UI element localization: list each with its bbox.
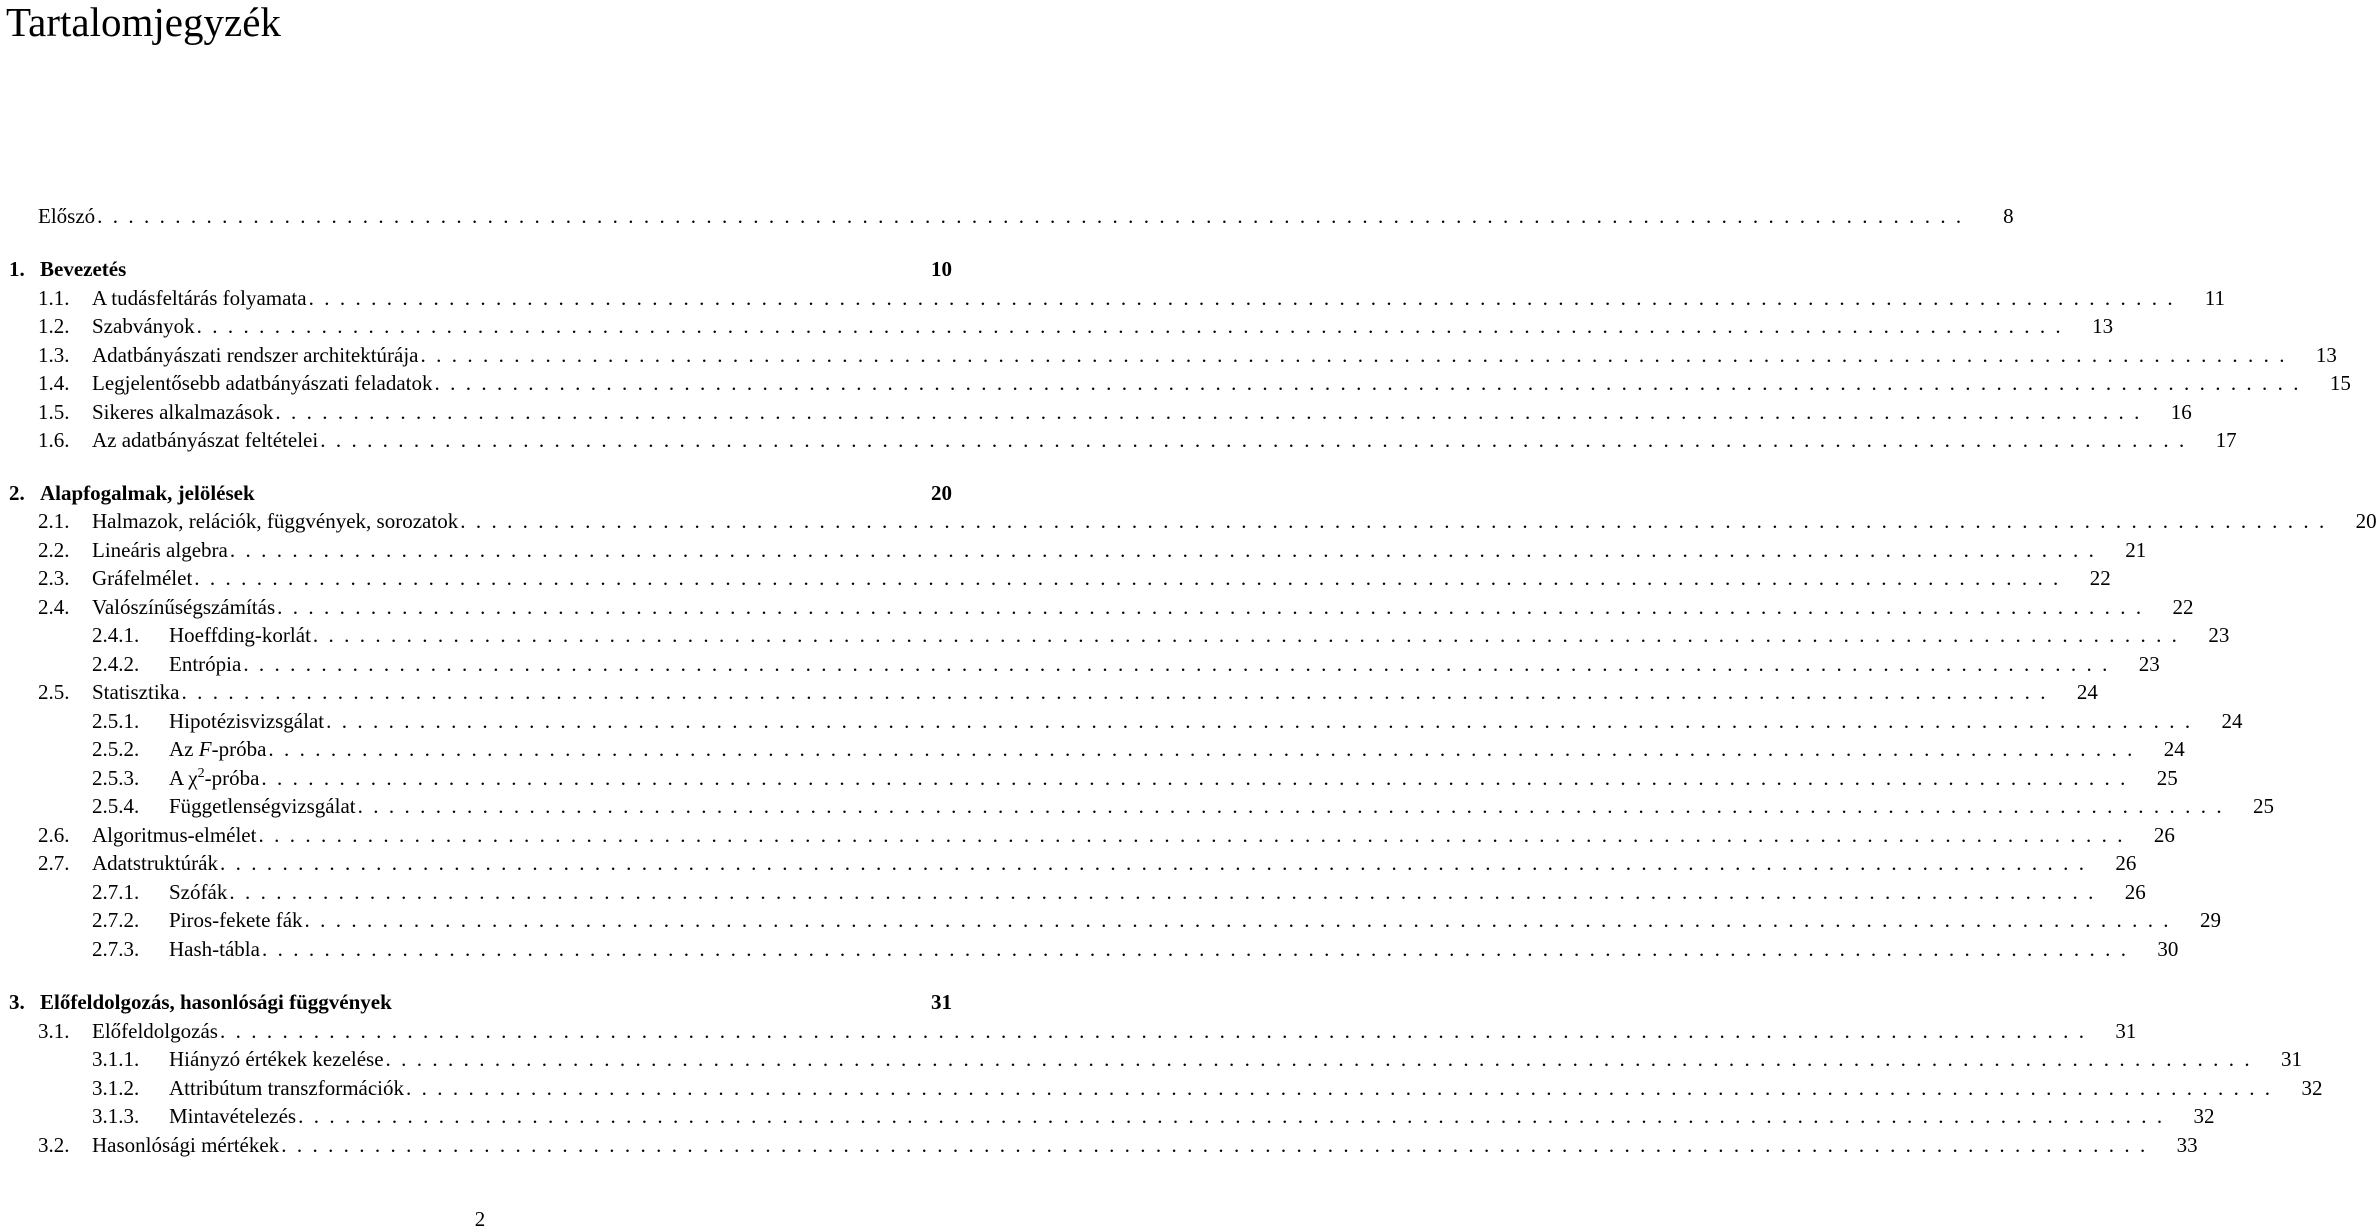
toc-entry-page: 32: [2193, 1104, 2215, 1128]
toc-entry-page: 16: [2170, 400, 2192, 424]
toc-entry-page: 8: [2003, 204, 2014, 228]
toc-leader-dots: ........................................................................................................................: [281, 1133, 2156, 1157]
toc-entry[interactable]: [92, 793, 2275, 819]
toc-entry[interactable]: [38, 313, 2114, 339]
toc-entry-title: A $\chi^2$-próba: [169, 766, 260, 790]
toc-entry-number: 2.5.3.: [92, 766, 140, 790]
toc-entry-title: Legjelentősebb adatbányászati feladatok: [92, 371, 433, 395]
toc-entry-title: Adatbányászati rendszer architektúrája: [92, 343, 419, 367]
toc-entry-title: Valószínűségszámítás: [92, 595, 276, 619]
toc-entry-page: 24: [2076, 680, 2098, 704]
toc-entry-page: 22: [2089, 566, 2111, 590]
toc-entry-number: 2.7.2.: [92, 908, 140, 932]
toc-entry-title: Halmazok, relációk, függvények, sorozatok: [92, 509, 459, 533]
toc-entry[interactable]: [38, 1018, 2137, 1044]
toc-entry-number: 2.5.2.: [92, 737, 140, 761]
toc-entry-page: 26: [2115, 851, 2137, 875]
toc-entry-title: Hash-tábla: [169, 937, 260, 961]
toc-entry-title: Előfeldolgozás: [92, 1019, 218, 1043]
toc-entry-page: 25: [2156, 766, 2178, 790]
toc-leader-dots: ........................................................................................................................: [320, 428, 2195, 452]
toc-entry[interactable]: [92, 736, 2185, 762]
toc-entry-number: 2.: [9, 481, 25, 505]
toc-entry-title: Bevezetés: [40, 257, 127, 281]
toc-entry-title: Sikeres alkalmazások: [92, 400, 274, 424]
page-title: Tartalomjegyzék: [6, 0, 281, 45]
toc-entry-number: 2.2.: [38, 538, 70, 562]
toc-entry-page: 31: [931, 990, 952, 1014]
toc-leader-dots: ........................................................................................................................: [460, 509, 2335, 533]
toc-entry-title: Adatstruktúrák: [92, 851, 218, 875]
toc-entry-number: 1.6.: [38, 428, 70, 452]
toc-entry-number: 2.4.2.: [92, 652, 140, 676]
toc-entry[interactable]: [38, 822, 2175, 848]
toc-entry-title: Függetlenségvizsgálat: [169, 794, 356, 818]
toc-entry-page: 21: [2125, 538, 2147, 562]
toc-entry-title: Hoeffding-korlát: [169, 623, 311, 647]
toc-leader-dots: ........................................................................................................................: [258, 823, 2133, 847]
toc-entry-title: Alapfogalmak, jelölések: [40, 481, 255, 505]
toc-entry-title: Algoritmus-elmélet: [92, 823, 257, 847]
toc-entry-title: Előfeldolgozás, hasonlósági függvények: [40, 990, 392, 1014]
toc-entry-title: Hasonlósági mértékek: [92, 1133, 280, 1157]
toc-entry-title: Gráfelmélet: [92, 566, 193, 590]
toc-entry-title: Entrópia: [169, 652, 242, 676]
toc-entry-number: 3.1.1.: [92, 1047, 140, 1071]
toc-entry-number: 2.4.1.: [92, 623, 140, 647]
toc-leader-dots: ........................................................................................................................: [308, 286, 2183, 310]
toc-entry[interactable]: [38, 537, 2147, 563]
toc-leader-dots: ........................................................................................................................: [97, 204, 1972, 228]
toc-entry-number: 2.5.1.: [92, 709, 140, 733]
toc-leader-dots: ........................................................................................................................: [261, 766, 2136, 790]
toc-entry[interactable]: [38, 679, 2098, 705]
toc-entry[interactable]: [92, 879, 2146, 905]
toc-leader-dots: ........................................................................................................................: [406, 1076, 2281, 1100]
toc-entry-number: 2.7.1.: [92, 880, 140, 904]
toc-entry-page: 32: [2301, 1076, 2323, 1100]
toc-entry[interactable]: [92, 1103, 2215, 1129]
toc-entry[interactable]: [92, 651, 2160, 677]
toc-chapter[interactable]: [9, 989, 952, 1015]
toc-entry-title: Hiányzó értékek kezelése: [169, 1047, 384, 1071]
toc-entry-number: 3.1.3.: [92, 1104, 140, 1128]
toc-entry-page: 23: [2138, 652, 2160, 676]
toc-entry-page: 13: [2315, 343, 2337, 367]
toc-entry-number: 1.1.: [38, 286, 70, 310]
toc-entry[interactable]: [92, 765, 2178, 791]
toc-entry-number: 2.5.4.: [92, 794, 140, 818]
toc-entry[interactable]: [38, 342, 2337, 368]
toc-leader-dots: ........................................................................................................................: [181, 680, 2056, 704]
toc-leader-dots: ........................................................................................................................: [357, 794, 2233, 818]
toc-entry-title: A tudásfeltárás folyamata: [92, 286, 307, 310]
toc-entry[interactable]: [38, 508, 2377, 534]
toc-entry-page: 23: [2208, 623, 2230, 647]
toc-entry-page: 30: [2157, 937, 2179, 961]
toc-entry-number: 1.3.: [38, 343, 70, 367]
toc-leader-dots: ........................................................................................................................: [229, 880, 2104, 904]
toc-leader-dots: ........................................................................................................................: [420, 343, 2295, 367]
toc-entry-number: 1.4.: [38, 371, 70, 395]
toc-entry-number: 2.1.: [38, 509, 70, 533]
toc-entry-page: 24: [2163, 737, 2185, 761]
toc-entry[interactable]: [92, 1046, 2302, 1072]
toc-entry-title: Az adatbányászat feltételei: [92, 428, 319, 452]
page-number: 2: [474, 1207, 486, 1231]
toc-entry-title: Az F-próba: [169, 737, 267, 761]
toc-entry[interactable]: [92, 622, 2230, 648]
toc-entry[interactable]: [38, 850, 2137, 876]
toc-leader-dots: ........................................................................................................................: [326, 709, 2201, 733]
toc-entry-page: 31: [2115, 1019, 2137, 1043]
toc-entry-title: Lineáris algebra: [92, 538, 228, 562]
toc-entry-number: 2.3.: [38, 566, 70, 590]
toc-entry[interactable]: [92, 936, 2179, 962]
toc-entry[interactable]: [38, 285, 2225, 311]
toc-entry-title: Piros-fekete fák: [169, 908, 303, 932]
toc-entry-title: Előszó: [38, 204, 96, 228]
toc-entry[interactable]: [38, 594, 2194, 620]
toc-leader-dots: ........................................................................................................................: [229, 538, 2105, 562]
toc-entry-page: 20: [2355, 509, 2377, 533]
toc-leader-dots: ........................................................................................................................: [434, 371, 2309, 395]
toc-entry-page: 10: [931, 257, 952, 281]
toc-entry-number: 2.7.: [38, 851, 70, 875]
toc-leader-dots: ........................................................................................................................: [196, 314, 2072, 338]
toc-entry-page: 13: [2092, 314, 2114, 338]
toc-entry-number: 3.: [9, 990, 25, 1014]
toc-entry-page: 25: [2253, 794, 2275, 818]
toc-entry[interactable]: [38, 427, 2237, 453]
toc-entry-page: 22: [2172, 595, 2194, 619]
toc-entry[interactable]: [38, 399, 2192, 425]
toc-entry[interactable]: [92, 907, 2221, 933]
toc-entry-number: 1.5.: [38, 400, 70, 424]
toc-entry-page: 26: [2124, 880, 2146, 904]
toc-entry-number: 2.4.: [38, 595, 70, 619]
toc-entry-number: 3.1.: [38, 1019, 70, 1043]
toc-entry-number: 2.7.3.: [92, 937, 140, 961]
toc-entry-number: 2.5.: [38, 680, 70, 704]
toc-entry-number: 1.2.: [38, 314, 70, 338]
toc-entry-page: 24: [2221, 709, 2243, 733]
toc-leader-dots: ........................................................................................................................: [243, 652, 2118, 676]
toc-entry-page: 26: [2153, 823, 2175, 847]
toc-entry-title: Mintavételezés: [169, 1104, 297, 1128]
toc-entry[interactable]: [92, 708, 2243, 734]
toc-entry-page: 29: [2199, 908, 2221, 932]
toc-leader-dots: ........................................................................................................................: [219, 1019, 2095, 1043]
toc-entry-title: Attribútum transzformációk: [169, 1076, 405, 1100]
toc-entry-title: Szófák: [169, 880, 228, 904]
toc-entry[interactable]: [38, 370, 2351, 396]
toc-chapter[interactable]: [9, 480, 952, 506]
toc-entry-title: Statisztika: [92, 680, 180, 704]
toc-entry-title: Hipotézisvizsgálat: [169, 709, 325, 733]
toc-leader-dots: ........................................................................................................................: [298, 1104, 2173, 1128]
toc-entry-page: 11: [2204, 286, 2225, 310]
toc-leader-dots: ........................................................................................................................: [219, 851, 2095, 875]
toc-entry[interactable]: [38, 565, 2111, 591]
toc-entry-page: 15: [2329, 371, 2351, 395]
toc-entry-title: Szabványok: [92, 314, 195, 338]
toc-entry-page: 31: [2280, 1047, 2302, 1071]
toc-entry-number: 3.1.2.: [92, 1076, 140, 1100]
toc-entry-page: 33: [2176, 1133, 2198, 1157]
toc-chapter[interactable]: [9, 256, 952, 282]
toc-leader-dots: ........................................................................................................................: [194, 566, 2069, 590]
toc-leader-dots: ........................................................................................................................: [275, 400, 2150, 424]
toc-entry[interactable]: [38, 203, 2014, 229]
toc-leader-dots: ........................................................................................................................: [268, 737, 2143, 761]
toc-leader-dots: ........................................................................................................................: [277, 595, 2152, 619]
toc-leader-dots: ........................................................................................................................: [261, 937, 2137, 961]
toc-entry-page: 20: [931, 481, 952, 505]
toc-leader-dots: ........................................................................................................................: [304, 908, 2179, 932]
toc-entry-number: 2.6.: [38, 823, 70, 847]
toc-entry-number: 3.2.: [38, 1133, 70, 1157]
toc-entry[interactable]: [38, 1132, 2198, 1158]
toc-leader-dots: ........................................................................................................................: [312, 623, 2188, 647]
toc-leader-dots: ........................................................................................................................: [385, 1047, 2260, 1071]
toc-entry-number: 1.: [9, 257, 25, 281]
toc-entry-page: 17: [2215, 428, 2237, 452]
toc-entry[interactable]: [92, 1075, 2323, 1101]
